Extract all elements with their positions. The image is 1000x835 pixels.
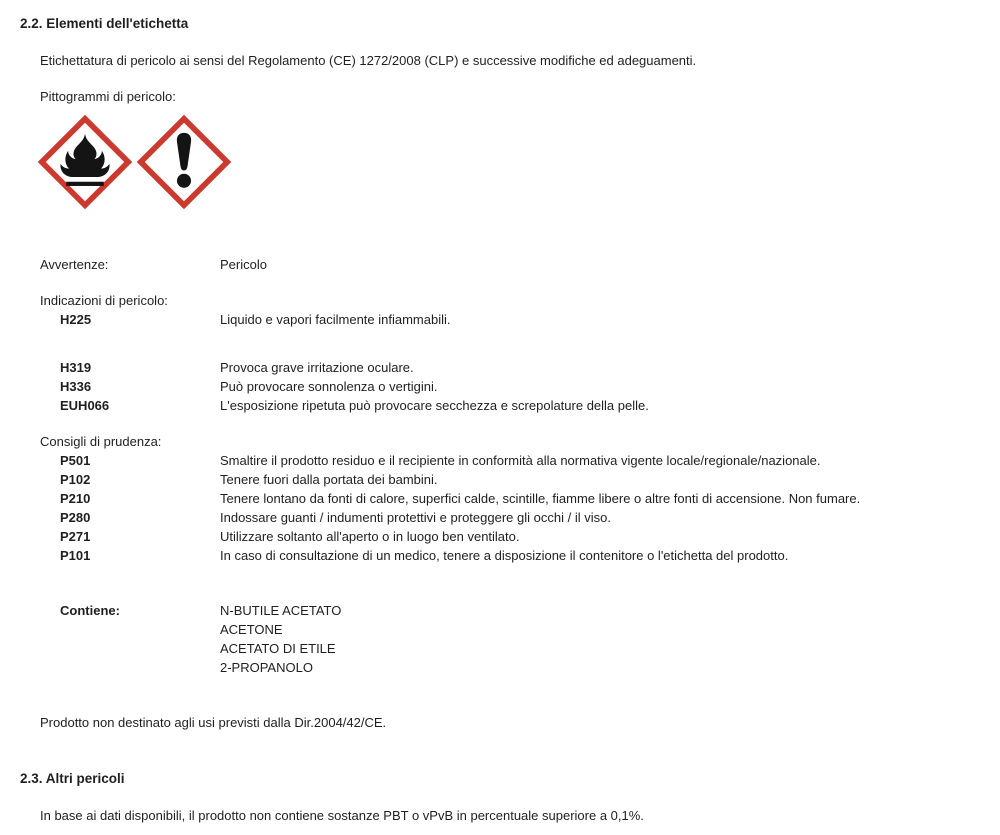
contains-block — [60, 601, 980, 677]
precaution-row — [60, 470, 980, 489]
precaution-row — [60, 546, 980, 565]
signal-word-row — [40, 255, 980, 274]
hazard-statements-label: Indicazioni di pericolo: — [40, 293, 168, 308]
contains-values — [220, 601, 341, 677]
hazard-row — [60, 358, 980, 377]
signal-word-label: Avvertenze: — [40, 257, 109, 272]
precaution-code: P102 — [60, 472, 91, 487]
precaution-text: Indossare guanti / indumenti protettivi e proteggere gli occhi / il viso. — [220, 510, 611, 525]
labelling-intro-paragraph: Etichettatura di pericolo ai sensi del Regolamento (CE) 1272/2008 (CLP) e successive modifiche ed adeguamenti. — [40, 53, 697, 68]
precaution-text: Tenere fuori dalla portata dei bambini. — [220, 472, 438, 487]
precautionary-statements-label: Consigli di prudenza: — [40, 434, 162, 449]
section-2-3-heading: 2.3. Altri pericoli — [20, 771, 125, 786]
exclamation-mark-pictogram-icon — [137, 115, 231, 209]
precaution-text: Utilizzare soltanto all'aperto o in luogo ben ventilato. — [220, 529, 520, 544]
precaution-code: P501 — [60, 453, 91, 468]
pictograms-label: Pittogrammi di pericolo: — [40, 89, 176, 104]
hazard-row — [60, 310, 980, 329]
flame-pictogram-icon — [38, 115, 132, 209]
precaution-row — [60, 451, 980, 470]
label-elements-section — [20, 14, 980, 732]
hazard-text: Provoca grave irritazione oculare. — [220, 360, 414, 375]
contains-label: Contiene: — [60, 603, 120, 618]
precaution-text: In caso di consultazione di un medico, tenere a disposizione il contenitore o l'etichetta del prodotto. — [220, 548, 789, 563]
hazard-code: H225 — [60, 312, 92, 327]
hazard-code: H336 — [60, 379, 92, 394]
precaution-code: P280 — [60, 510, 91, 525]
contains-substance: ACETATO DI ETILE — [220, 641, 336, 656]
contains-substance: ACETONE — [220, 622, 283, 637]
hazard-row — [60, 377, 980, 396]
hazard-code: H319 — [60, 360, 92, 375]
precaution-row — [60, 527, 980, 546]
hazard-text: Può provocare sonnolenza o vertigini. — [220, 379, 438, 394]
precaution-row — [60, 508, 980, 527]
precaution-code: P210 — [60, 491, 91, 506]
signal-word-value: Pericolo — [220, 257, 267, 272]
precaution-code: P271 — [60, 529, 91, 544]
hazard-pictograms — [38, 115, 980, 209]
precaution-code: P101 — [60, 548, 91, 563]
precaution-row — [60, 489, 980, 508]
precaution-text: Tenere lontano da fonti di calore, superfici calde, scintille, fiamme libere o altre fonti di accensione. Non fumare. — [220, 491, 861, 506]
other-hazards-section — [20, 769, 980, 825]
hazard-text: L'esposizione ripetuta può provocare secchezza e screpolature della pelle. — [220, 398, 649, 413]
contains-substance: 2-PROPANOLO — [220, 660, 313, 675]
hazard-text: Liquido e vapori facilmente infiammabili. — [220, 312, 451, 327]
section-2-2-heading: 2.2. Elementi dell'etichetta — [20, 16, 189, 31]
contains-substance: N-BUTILE ACETATO — [220, 603, 342, 618]
other-hazards-paragraph: In base ai dati disponibili, il prodotto non contiene sostanze PBT o vPvB in percentuale superiore a 0,1%. — [40, 808, 644, 823]
directive-note-paragraph: Prodotto non destinato agli usi previsti dalla Dir.2004/42/CE. — [40, 715, 387, 730]
hazard-code: EUH066 — [60, 398, 110, 413]
hazard-row — [60, 396, 980, 415]
precaution-text: Smaltire il prodotto residuo e il recipiente in conformità alla normativa vigente locale/regionale/nazionale. — [220, 453, 821, 468]
